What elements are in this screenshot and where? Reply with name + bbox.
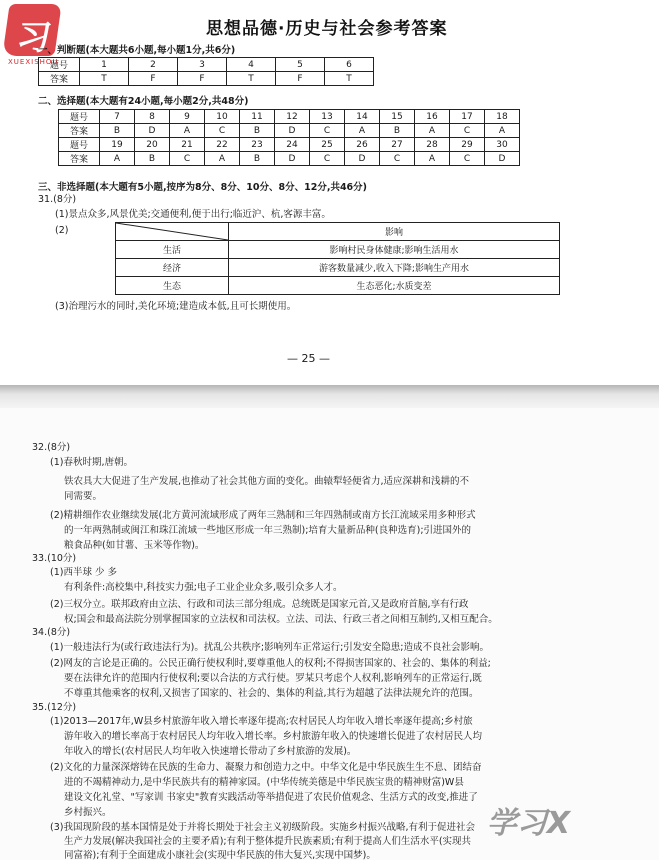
q34-line: (2)网友的言论是正确的。公民正确行使权利时,要尊重他人的权利;不得损害国家的、社会的、集体的利益; xyxy=(50,658,491,669)
table-row-value: 游客数量减少,收入下降;影响生产用水 xyxy=(229,259,560,277)
answer-cell: 28 xyxy=(415,138,450,152)
q34-line: 要在法律允许的范围内行使权利;要以合法的方式行使。罗某只考虑个人权利,影响列车的正常运行,既 xyxy=(64,673,482,684)
answer-cell: B xyxy=(240,124,275,138)
question-31-part1: (1)景点众多,风景优美;交通便利,便于出行;临近沪、杭,客源丰富。 xyxy=(55,209,331,220)
section1-heading: 一、判断题(本大题共6小题,每小题1分,共6分) xyxy=(38,45,236,56)
answer-cell: 22 xyxy=(205,138,240,152)
answer-cell: 25 xyxy=(310,138,345,152)
answer-cell: A xyxy=(100,152,135,166)
answer-cell: F xyxy=(129,72,178,86)
answer-cell: 23 xyxy=(240,138,275,152)
page-number: — 25 — xyxy=(287,352,330,365)
q32-line: 粮食品种(如甘薯、玉米等作物)。 xyxy=(64,540,205,551)
choice-answer-table xyxy=(58,109,520,166)
publisher-logo: 习 XUEXISHOU xyxy=(6,4,82,60)
answer-cell: B xyxy=(380,124,415,138)
answer-cell: 2 xyxy=(129,58,178,72)
watermark-logo: 学习X xyxy=(486,806,570,841)
page-title: 思想品德·历史与社会参考答案 xyxy=(206,19,448,39)
table-row-value: 生态恶化;水质变差 xyxy=(229,277,560,295)
q35-line: (1)2013—2017年,W县乡村旅游年收入增长率逐年提高;农村居民人均年收入增长率逐年提高;乡村旅 xyxy=(50,716,473,727)
table-row-value: 影响村民身体健康;影响生活用水 xyxy=(229,241,560,259)
answer-cell: C xyxy=(310,152,345,166)
answer-cell: C xyxy=(450,152,485,166)
answer-cell: D xyxy=(275,124,310,138)
row-label: 题号 xyxy=(59,138,100,152)
answer-cell: 27 xyxy=(380,138,415,152)
answer-cell: D xyxy=(275,152,310,166)
answer-cell: 1 xyxy=(80,58,129,72)
answer-cell: 14 xyxy=(345,110,380,124)
q32-line: (1)春秋时期,唐朝。 xyxy=(50,457,133,468)
impact-table xyxy=(115,222,560,295)
answer-cell: B xyxy=(100,124,135,138)
q33-line: (2)三权分立。联邦政府由立法、行政和司法三部分组成。总统既是国家元首,又是政府首脑,享有行政 xyxy=(50,599,469,610)
answer-cell: A xyxy=(345,124,380,138)
answer-cell: 16 xyxy=(415,110,450,124)
answer-cell: 3 xyxy=(178,58,227,72)
answer-cell: 20 xyxy=(135,138,170,152)
answer-cell: B xyxy=(135,152,170,166)
answer-cell: T xyxy=(227,72,276,86)
answer-cell: 6 xyxy=(325,58,374,72)
answer-cell: D xyxy=(345,152,380,166)
q32-line: 的一年两熟制或闽江和珠江流域一些地区形成一年三熟制);培育大量新品种(良种选育);引进国外的 xyxy=(64,525,472,536)
answer-cell: 11 xyxy=(240,110,275,124)
answer-cell: C xyxy=(170,152,205,166)
answer-cell: F xyxy=(276,72,325,86)
answer-cell: C xyxy=(450,124,485,138)
q33-line: 有利条件:高校集中,科技实力强;电子工业企业众多,吸引众多人才。 xyxy=(64,582,343,593)
q35-line: 建设文化礼堂、"写家训 书家史"教育实践活动等举措促进了农民价值观念、生活方式的改变,推进了 xyxy=(64,792,478,803)
q35-line: (2)文化的力量深深熔铸在民族的生命力、凝聚力和创造力之中。中华文化是中华民族生生不息、团结奋 xyxy=(50,762,482,773)
q32-line: 铁农具大大促进了生产发展,也推动了社会其他方面的变化。曲辕犁轻便省力,适应深耕和浅耕的不 xyxy=(64,476,470,487)
section2-heading: 二、选择题(本大题有24小题,每小题2分,共48分) xyxy=(38,96,249,107)
q32-line: (2)精耕细作农业继续发展(北方黄河流域形成了两年三熟制和三年四熟制或南方长江流域采用多种形式 xyxy=(50,510,476,521)
answer-cell: 8 xyxy=(135,110,170,124)
question-31-heading: 31.(8分) xyxy=(38,194,77,205)
question-32-heading: 32.(8分) xyxy=(32,442,71,453)
answer-cell: 21 xyxy=(170,138,205,152)
answer-cell: D xyxy=(485,152,520,166)
answer-cell: T xyxy=(80,72,129,86)
q33-line: (1)西半球 少 多 xyxy=(50,567,117,578)
question-35-heading: 35.(12分) xyxy=(32,702,77,713)
q35-line: 进的不竭精神动力,是中华民族共有的精神家园。(中华传统美德是中华民族宝贵的精神财富)W县 xyxy=(64,777,464,788)
answer-cell: C xyxy=(380,152,415,166)
answer-cell: F xyxy=(178,72,227,86)
question-31-part3: (3)治理污水的同时,美化环境;建造成本低,且可长期使用。 xyxy=(55,301,297,312)
answer-cell: 29 xyxy=(450,138,485,152)
answer-cell: 19 xyxy=(100,138,135,152)
judgment-answer-table xyxy=(38,57,374,86)
answer-page-top xyxy=(0,0,659,385)
q32-line: 同需要。 xyxy=(64,491,103,502)
answer-cell: 18 xyxy=(485,110,520,124)
answer-cell: A xyxy=(485,124,520,138)
table-row-label: 生态 xyxy=(116,277,229,295)
q35-line: 乡村振兴。 xyxy=(64,807,112,818)
answer-cell: 15 xyxy=(380,110,415,124)
q35-line: 年收入的增长(农村居民人均年收入快速增长带动了乡村旅游的发展)。 xyxy=(64,746,357,757)
q35-line: (3)我国现阶段的基本国情是处于并将长期处于社会主义初级阶段。实施乡村振兴战略,有利于促进社会 xyxy=(50,822,475,833)
answer-cell: B xyxy=(240,152,275,166)
row-label: 答案 xyxy=(59,124,100,138)
q34-line: (1)一般违法行为(或行政违法行为)。扰乱公共秩序;影响列车正常运行;引发安全隐患;造成不良社会影响。 xyxy=(50,642,489,653)
table-corner-cell xyxy=(116,223,229,241)
answer-cell: C xyxy=(205,124,240,138)
answer-cell: 12 xyxy=(275,110,310,124)
question-33-heading: 33.(10分) xyxy=(32,553,77,564)
answer-cell: 7 xyxy=(100,110,135,124)
q33-line: 权;国会和最高法院分别掌握国家的立法权和司法权。立法、司法、行政三者之间相互制约,又相互配合。 xyxy=(64,614,498,625)
q35-line: 游年收入的增长率高于农村居民人均年收入增长率。乡村旅游年收入的快速增长促进了农村居民人均 xyxy=(64,731,483,742)
question-31-part2-label: (2) xyxy=(55,225,69,236)
answer-cell: 4 xyxy=(227,58,276,72)
answer-cell: 26 xyxy=(345,138,380,152)
answer-cell: 17 xyxy=(450,110,485,124)
q34-line: 不尊重其他乘客的权利,又损害了国家的、社会的、集体的利益,其行为超越了法律法规允许的范围。 xyxy=(64,688,479,699)
q35-line: 生产力发展(解决我国社会的主要矛盾);有利于整体提升民族素质;有利于提高人们生活水平(实现共 xyxy=(64,836,472,847)
answer-cell: 9 xyxy=(170,110,205,124)
answer-cell: A xyxy=(205,152,240,166)
answer-cell: 30 xyxy=(485,138,520,152)
row-label: 题号 xyxy=(39,58,80,72)
answer-cell: 5 xyxy=(276,58,325,72)
row-label: 答案 xyxy=(59,152,100,166)
table-row-label: 生活 xyxy=(116,241,229,259)
table-header-impact: 影响 xyxy=(229,223,560,241)
row-label: 题号 xyxy=(59,110,100,124)
question-34-heading: 34.(8分) xyxy=(32,627,71,638)
answer-cell: T xyxy=(325,72,374,86)
q35-line: 同富裕);有利于全面建成小康社会(实现中华民族的伟大复兴,实现中国梦)。 xyxy=(64,850,376,861)
row-label: 答案 xyxy=(39,72,80,86)
page-gap xyxy=(0,385,659,408)
answer-cell: 10 xyxy=(205,110,240,124)
table-row-label: 经济 xyxy=(116,259,229,277)
answer-cell: A xyxy=(170,124,205,138)
answer-cell: 13 xyxy=(310,110,345,124)
answer-cell: A xyxy=(415,152,450,166)
answer-cell: A xyxy=(415,124,450,138)
answer-cell: C xyxy=(310,124,345,138)
section3-heading: 三、非选择题(本大题有5小题,按序为8分、8分、10分、8分、12分,共46分) xyxy=(38,182,368,193)
answer-cell: 24 xyxy=(275,138,310,152)
answer-cell: D xyxy=(135,124,170,138)
